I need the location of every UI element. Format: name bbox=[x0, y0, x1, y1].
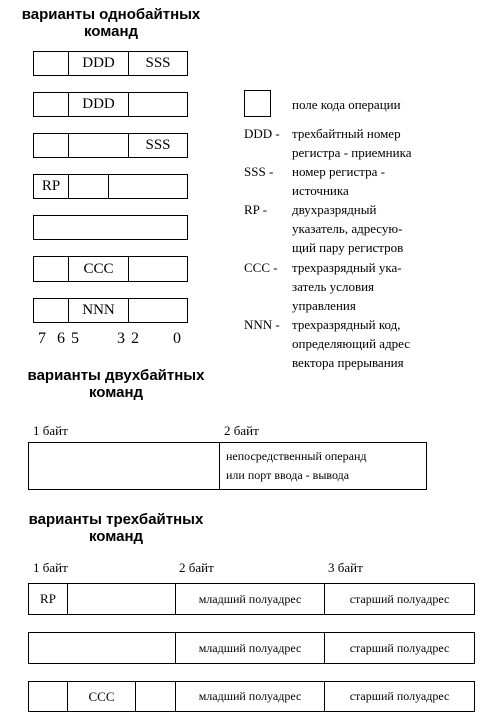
operand-field bbox=[219, 443, 426, 489]
ddd-field: DDD bbox=[68, 93, 128, 116]
one-byte-format-opcode-only bbox=[33, 215, 188, 240]
legend-nnn-text bbox=[292, 315, 410, 372]
three-byte-title bbox=[0, 511, 232, 545]
legend-line: трехразрядный код, bbox=[292, 317, 401, 332]
legend-line: трехразрядный ука- bbox=[292, 260, 402, 275]
one-byte-title-line-1: варианты однобайтных bbox=[21, 6, 201, 23]
opcode-field bbox=[108, 175, 187, 198]
opcode-field bbox=[34, 216, 187, 239]
three-byte-format-plain bbox=[28, 632, 475, 664]
ccc-field: CCC bbox=[67, 682, 135, 711]
bit-label-7: 7 bbox=[38, 330, 46, 347]
bit-label-6: 6 bbox=[57, 330, 65, 347]
legend-line: щий пару регистров bbox=[292, 240, 404, 255]
one-byte-format-sss bbox=[33, 133, 188, 158]
bit-label-0: 0 bbox=[173, 330, 181, 347]
nnn-field: NNN bbox=[68, 299, 128, 322]
legend-sss-key: SSS - bbox=[244, 164, 274, 179]
legend-ccc-key: CCC - bbox=[244, 260, 278, 275]
three-byte-title-line-1: варианты трехбайтных bbox=[28, 511, 204, 528]
ddd-field: DDD bbox=[68, 52, 128, 75]
byte-label-2: 2 байт bbox=[224, 423, 259, 438]
legend-ccc-text bbox=[292, 258, 402, 315]
two-byte-title-line-2: команд bbox=[88, 384, 144, 401]
low-address-field: младший полуадрес bbox=[175, 584, 324, 614]
legend-opcode-text: поле кода операции bbox=[292, 97, 401, 112]
opcode-field bbox=[128, 299, 187, 322]
opcode-field bbox=[128, 93, 187, 116]
three-byte-format-ccc bbox=[28, 681, 475, 712]
one-byte-format-ddd bbox=[33, 92, 188, 117]
legend-line: двухразрядный bbox=[292, 202, 377, 217]
sss-field: SSS bbox=[128, 134, 187, 157]
legend-opcode-swatch bbox=[244, 90, 271, 117]
one-byte-format-ccc bbox=[33, 256, 188, 282]
high-address-field: старший полуадрес bbox=[324, 682, 474, 711]
opcode-field bbox=[68, 134, 128, 157]
legend-line: определяющий адрес bbox=[292, 336, 411, 351]
opcode-field bbox=[67, 584, 175, 614]
one-byte-title-line-2: команд bbox=[83, 23, 139, 40]
operand-line: или порт ввода - вывода bbox=[226, 468, 350, 482]
opcode-field bbox=[34, 52, 68, 75]
opcode-field bbox=[29, 633, 175, 663]
high-address-field: старший полуадрес bbox=[324, 584, 474, 614]
high-address-field: старший полуадрес bbox=[324, 633, 474, 663]
three-byte-format-rp bbox=[28, 583, 475, 615]
legend-ddd-text bbox=[292, 124, 411, 162]
opcode-field bbox=[29, 682, 67, 711]
low-address-field: младший полуадрес bbox=[175, 633, 324, 663]
one-byte-format-rp bbox=[33, 174, 188, 199]
rp-field: RP bbox=[40, 591, 56, 606]
legend-line: вектора прерывания bbox=[292, 355, 404, 370]
opcode-field bbox=[128, 257, 187, 281]
one-byte-title bbox=[0, 6, 222, 40]
bit-label-2: 2 bbox=[131, 330, 139, 347]
legend-line: трехбайтный номер bbox=[292, 126, 401, 141]
byte-label-3: 3 байт bbox=[328, 560, 363, 575]
byte-label-1: 1 байт bbox=[33, 423, 68, 438]
low-address-field: младший полуадрес bbox=[175, 682, 324, 711]
legend-ddd-key: DDD - bbox=[244, 126, 280, 141]
sss-field: SSS bbox=[128, 52, 187, 75]
one-byte-format-nnn bbox=[33, 298, 188, 323]
one-byte-format-ddd-sss bbox=[33, 51, 188, 76]
two-byte-title-line-1: варианты двухбайтных bbox=[27, 367, 205, 384]
legend-line: указатель, адресую- bbox=[292, 221, 403, 236]
ccc-field: CCC bbox=[68, 257, 128, 281]
legend-nnn-key: NNN - bbox=[244, 317, 280, 332]
bit-label-5: 5 bbox=[71, 330, 79, 347]
legend-line: управления bbox=[292, 298, 356, 313]
two-byte-format bbox=[28, 442, 427, 490]
opcode-field bbox=[34, 93, 68, 116]
two-byte-title bbox=[0, 367, 232, 401]
bit-label-3: 3 bbox=[117, 330, 125, 347]
byte-label-2: 2 байт bbox=[179, 560, 214, 575]
operand-line: непосредственный операнд bbox=[226, 449, 367, 463]
opcode-field: RP bbox=[41, 178, 61, 194]
opcode-field bbox=[34, 134, 68, 157]
legend-sss-text bbox=[292, 162, 385, 200]
opcode-field bbox=[29, 443, 219, 489]
rp-field bbox=[68, 175, 108, 198]
three-byte-title-line-2: команд bbox=[88, 528, 144, 545]
legend-line: затель условия bbox=[292, 279, 375, 294]
byte-label-1: 1 байт bbox=[33, 560, 68, 575]
legend-line: регистра - приемника bbox=[292, 145, 412, 160]
legend-rp-key: RP - bbox=[244, 202, 267, 217]
legend-rp-text bbox=[292, 200, 403, 257]
opcode-field bbox=[34, 257, 68, 281]
opcode-field bbox=[135, 682, 175, 711]
opcode-field bbox=[34, 299, 68, 322]
legend-line: источника bbox=[292, 183, 349, 198]
legend-line: номер регистра - bbox=[292, 164, 385, 179]
